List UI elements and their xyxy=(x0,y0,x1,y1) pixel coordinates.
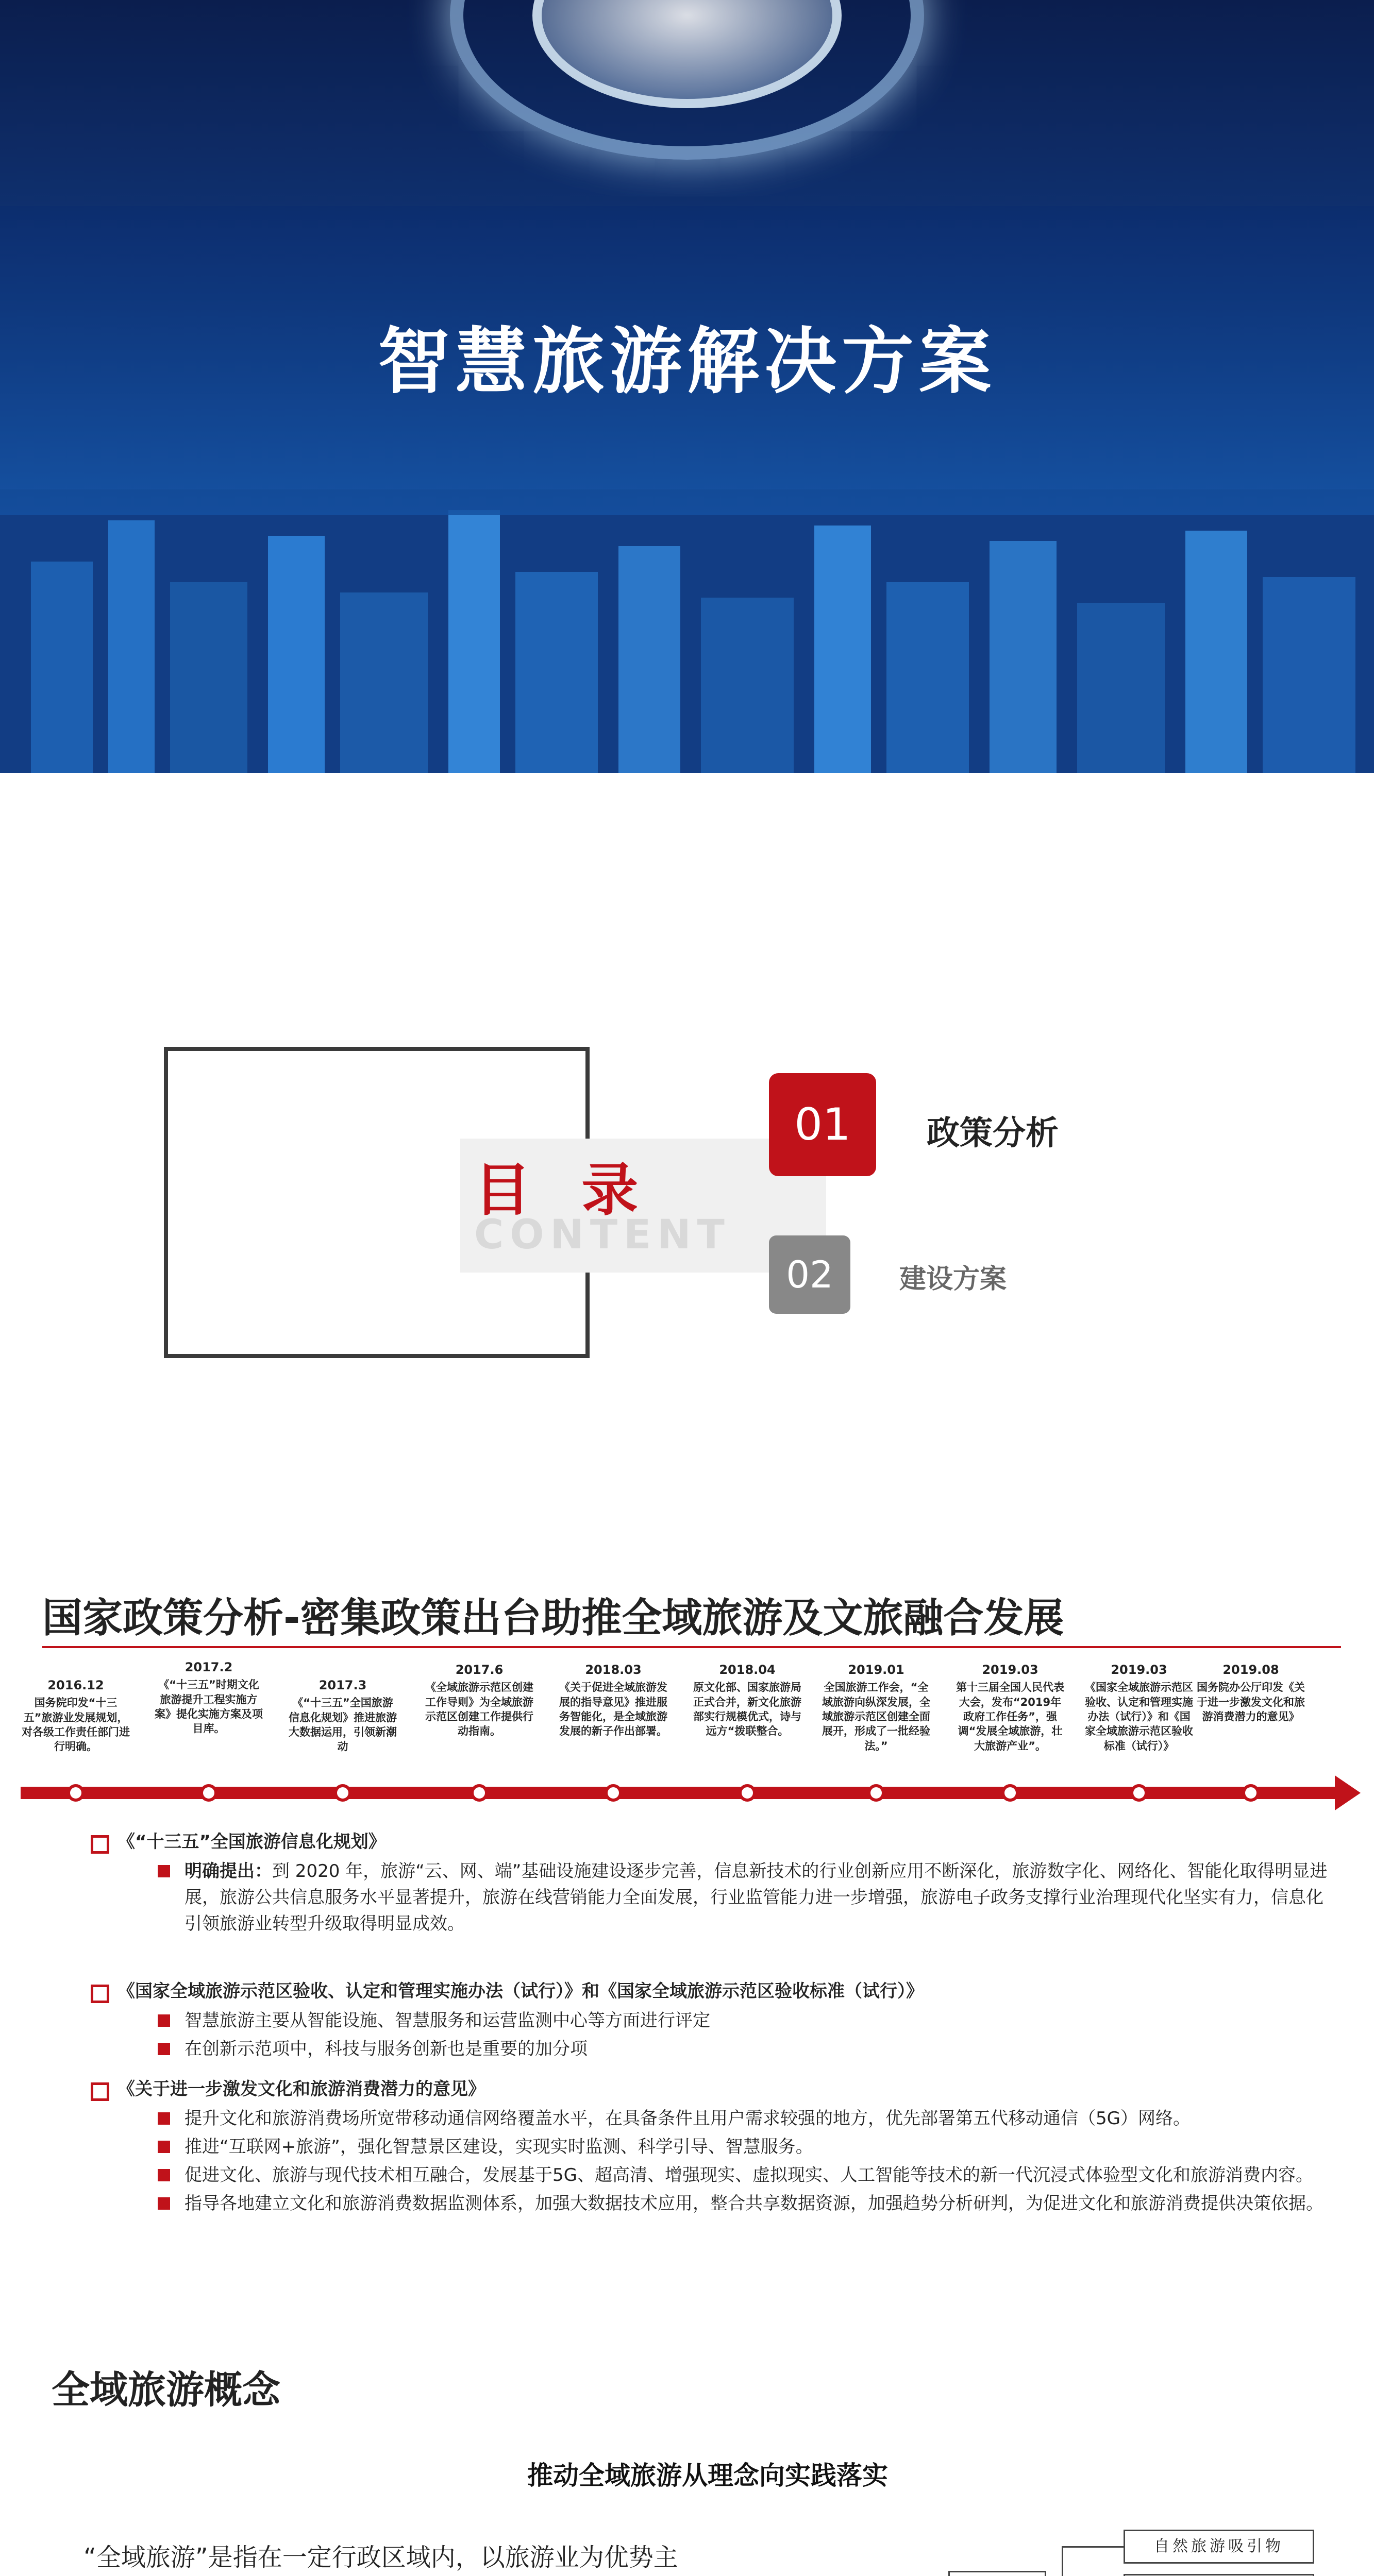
timeline-item xyxy=(1085,1662,1193,1753)
divider xyxy=(42,1646,1341,1648)
timeline-text: 《国家全域旅游示范区验收、认定和管理实施办法（试行）》和《国家全域旅游示范区验收标准（试行）》 xyxy=(1085,1681,1193,1752)
timeline-dot xyxy=(334,1784,351,1802)
timeline-text: 第十三届全国人民代表大会，发布“2019年政府工作任务”，强调“发展全域旅游，壮大旅游产业”。 xyxy=(956,1681,1064,1752)
policy-list-item xyxy=(158,2134,1328,2160)
timeline-text: 《“十三五”全国旅游信息化规划》推进旅游大数据运用，引领新潮动 xyxy=(289,1697,397,1753)
policy-list-item xyxy=(158,2162,1328,2189)
policy-list-item xyxy=(158,2008,1328,2034)
hero-title: 智慧旅游解决方案 xyxy=(377,320,996,404)
timeline-text: 《关于促进全域旅游发展的指导意见》推进服务智能化，是全域旅游发展的新子作出部署。 xyxy=(559,1681,667,1738)
policy-block-demonstration-zone xyxy=(91,1978,1328,2064)
timeline-dot xyxy=(1001,1784,1019,1802)
timeline-item xyxy=(155,1659,263,1736)
timeline-date: 2019.01 xyxy=(848,1663,904,1677)
timeline-arrowhead xyxy=(1335,1775,1361,1810)
policy-list xyxy=(158,2106,1328,2217)
policy-section-title: 国家政策分析-密集政策出台助推全域旅游及文旅融合发展 xyxy=(42,1595,1064,1641)
concept-definition: “全域旅游”是指在一定行政区域内，以旅游业为优势主 xyxy=(83,2543,678,2572)
policy-item-text: 智慧旅游主要从智能设施、智慧服务和运营监测中心等方面进行评定 xyxy=(185,2010,710,2031)
timeline-dot xyxy=(1130,1784,1148,1802)
timeline-dot xyxy=(605,1784,622,1802)
timeline-text: 国务院办公厅印发《关于进一步激发文化和旅游消费潜力的意见》 xyxy=(1197,1681,1305,1723)
policy-item-text: 到 2020 年，旅游“云、网、端”基础设施建设逐步完善，信息新技术的行业创新应用不断深化，旅游数字化、网络化、智能化取得明显进展，旅游公共信息服务水平显著提升，旅游在线营销能力全面发展，行业监管能力进一步增强，旅游电子政务支撑行业治理现代化坚实有力，信息化引领旅游业转型升级取得明显成效。 xyxy=(185,1861,1328,1934)
policy-list-item xyxy=(158,2036,1328,2062)
timeline-date: 2017.6 xyxy=(455,1663,504,1677)
timeline-dot xyxy=(867,1784,885,1802)
timeline-item xyxy=(956,1662,1064,1753)
city-skyline-graphic xyxy=(0,489,1374,773)
policy-item-text: 提升文化和旅游消费场所宽带移动通信网络覆盖水平，在具备条件且用户需求较强的地方，优先部署第五代移动通信（5G）网络。 xyxy=(185,2108,1191,2129)
timeline-item xyxy=(822,1662,930,1753)
policy-list xyxy=(158,1858,1328,1937)
tree-leaf: 自然旅游吸引物 xyxy=(1124,2530,1314,2564)
policy-item-lead: 明确提出： xyxy=(185,1861,272,1882)
timeline-item xyxy=(289,1677,397,1754)
timeline-text: 原文化部、国家旅游局正式合并，新文化旅游部实行规模优式，诗与远方“拨联整合。 xyxy=(693,1681,801,1738)
toc-subtitle: CONTENT xyxy=(474,1212,731,1258)
policy-list-item xyxy=(158,1858,1328,1937)
policy-heading: 《国家全域旅游示范区验收、认定和管理实施办法（试行）》和《国家全域旅游示范区验收标准（试行）》 xyxy=(91,1978,1328,2005)
toc-frame-edge xyxy=(585,1263,590,1358)
policy-list xyxy=(158,2008,1328,2062)
timeline-dot xyxy=(739,1784,756,1802)
toc-item-number[interactable]: 02 xyxy=(769,1235,850,1314)
timeline-dot xyxy=(1242,1784,1260,1802)
tree-group xyxy=(948,2571,1046,2576)
timeline-item xyxy=(425,1662,533,1739)
policy-block-informatization xyxy=(91,1829,1328,1939)
policy-list-item xyxy=(158,2191,1328,2217)
toc-item-construction-plan[interactable]: 建设方案 xyxy=(899,1264,1007,1295)
timeline-text: 《“十三五”时期文化旅游提升工程实施方案》提化实施方案及项目库。 xyxy=(155,1679,263,1735)
timeline-date: 2017.2 xyxy=(185,1660,233,1674)
timeline-date: 2019.08 xyxy=(1222,1663,1279,1677)
timeline-text: 国务院印发“十三五”旅游业发展规划，对各级工作责任部门进行明确。 xyxy=(22,1697,130,1753)
policy-item-text: 在创新示范项中，科技与服务创新也是重要的加分项 xyxy=(185,2039,588,2059)
policy-heading: 《“十三五”全国旅游信息化规划》 xyxy=(91,1829,1328,1855)
policy-heading: 《关于进一步激发文化和旅游消费潜力的意见》 xyxy=(91,2076,1328,2103)
concept-subtitle: 推动全域旅游从理念向实践落实 xyxy=(527,2461,888,2490)
hero-banner xyxy=(0,0,1374,773)
timeline-date: 2018.03 xyxy=(585,1663,642,1677)
connector xyxy=(1062,2546,1124,2548)
timeline-dot xyxy=(200,1784,217,1802)
timeline-item xyxy=(1197,1662,1305,1724)
timeline-item xyxy=(559,1662,667,1739)
timeline-text: 全国旅游工作会，“全域旅游向纵深发展，全域旅游示范区创建全面展开，形成了一批经验法。” xyxy=(822,1681,930,1752)
policy-item-text: 推进“互联网+旅游”，强化智慧景区建设，实现实时监测、科学引导、智慧服务。 xyxy=(185,2137,813,2157)
connector xyxy=(1062,2546,1063,2576)
timeline-dot xyxy=(67,1784,85,1802)
timeline-text: 《全域旅游示范区创建工作导则》为全域旅游示范区创建工作提供行动指南。 xyxy=(425,1681,533,1738)
timeline-date: 2018.04 xyxy=(719,1663,776,1677)
concept-section-title: 全域旅游概念 xyxy=(52,2368,280,2412)
timeline-date: 2016.12 xyxy=(47,1678,104,1692)
toc-item-number[interactable]: 01 xyxy=(769,1073,876,1176)
toc-title: 目 录 xyxy=(474,1157,654,1223)
policy-item-text: 促进文化、旅游与现代技术相互融合，发展基于5G、超高清、增强现实、虚拟现实、人工智能等技术的新一代沉浸式体验型文化和旅游消费内容。 xyxy=(185,2165,1313,2185)
timeline-date: 2019.03 xyxy=(982,1663,1038,1677)
policy-list-item xyxy=(158,2106,1328,2132)
timeline-date: 2017.3 xyxy=(319,1678,367,1692)
policy-item-text: 指导各地建立文化和旅游消费数据监测体系，加强大数据技术应用，整合共享数据资源，加强趋势分析研判，为促进文化和旅游消费提供决策依据。 xyxy=(185,2193,1323,2214)
timeline-date: 2019.03 xyxy=(1111,1663,1167,1677)
tree-leaf xyxy=(1124,2574,1314,2576)
timeline-item xyxy=(693,1662,801,1739)
timeline-dot xyxy=(471,1784,488,1802)
policy-block-consumption xyxy=(91,2076,1328,2219)
toc-item-policy-analysis[interactable]: 政策分析 xyxy=(927,1114,1059,1153)
timeline-item xyxy=(22,1677,130,1754)
